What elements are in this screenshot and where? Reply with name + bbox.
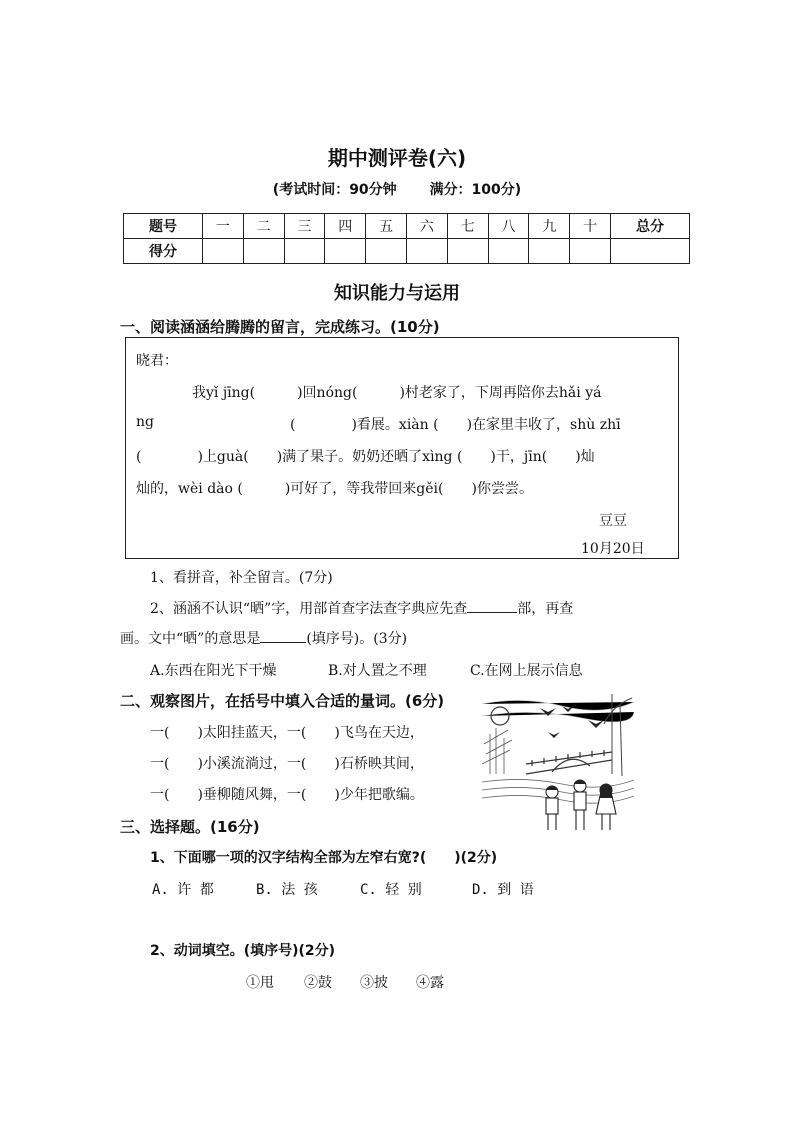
option-a: A.东西在阳光下干燥 (150, 663, 277, 679)
score-input-cell[interactable] (202, 239, 243, 264)
verb-option: ③披 (360, 975, 388, 991)
choice-option-b: B. 法 孩 (256, 882, 318, 898)
radical-blank[interactable] (467, 598, 517, 613)
question-1-sub-2 (150, 598, 573, 618)
choice-option-a: A. 许 都 (152, 882, 214, 898)
verb-option: ④露 (416, 975, 444, 991)
letter-line: ng (136, 414, 154, 430)
scene-illustration (482, 694, 634, 834)
sub-2-text: 2、涵涵不认识“晒”字，用部首查字法查字典应先查 (150, 601, 468, 617)
score-input-cell[interactable] (325, 239, 366, 264)
score-table-cell: 得分 (124, 239, 203, 264)
score-table-cell: 十 (570, 214, 611, 239)
score-table-cell: 五 (366, 214, 407, 239)
letter-greeting: 晓君： (136, 353, 178, 369)
verb-option: ①甩 (246, 975, 274, 991)
sub-2-text: (填序号)。(3分) (306, 631, 408, 647)
score-table-cell: 九 (529, 214, 570, 239)
exam-time: (考试时间：90分钟 (272, 182, 397, 198)
question-1-sub-2-cont (120, 628, 407, 648)
letter-line: 灿的，wèi dào ( )可好了，等我带回来gěi( )你尝尝。 (136, 481, 533, 497)
score-table-cell: 一 (202, 214, 243, 239)
score-table-cell: 四 (325, 214, 366, 239)
exam-info (0, 179, 794, 199)
question-3-sub-1: 1、下面哪一项的汉字结构全部为左窄右宽?( )(2分) (150, 850, 498, 866)
letter-line: 我yǐ jīng( )回nóng( )村老家了，下周再陪你去hǎi yá (192, 385, 602, 401)
letter-date: 10月20日 (581, 541, 645, 557)
message-box (125, 337, 679, 559)
question-2-heading: 二、观察图片，在括号中填入合适的量词。(6分) (120, 692, 445, 710)
score-table-cell: 八 (488, 214, 529, 239)
score-table-cell: 六 (406, 214, 447, 239)
letter-line: ( )上guà( )满了果子。奶奶还晒了xìng ( )干，jīn( )灿 (136, 449, 595, 465)
score-input-cell[interactable] (284, 239, 325, 264)
sub-2-text: 画。文中“晒”的意思是 (120, 631, 261, 647)
verb-option: ②鼓 (304, 975, 332, 991)
letter-line: ( )看展。xiàn ( )在家里丰收了，shù zhī (290, 417, 621, 433)
score-input-cell[interactable] (529, 239, 570, 264)
question-3-sub-2: 2、动词填空。(填序号)(2分) (150, 943, 336, 959)
score-input-cell[interactable] (611, 239, 690, 264)
score-table-header-row (124, 214, 690, 239)
score-input-cell[interactable] (243, 239, 284, 264)
score-table-cell: 二 (243, 214, 284, 239)
choice-option-d: D. 到 语 (472, 882, 534, 898)
score-table-cell: 三 (284, 214, 325, 239)
option-b: B.对人置之不理 (328, 663, 427, 679)
measure-word-line: 一( )垂柳随风舞，一( )少年把歌编。 (150, 787, 424, 803)
option-c: C.在网上展示信息 (470, 663, 583, 679)
score-table-cell: 题号 (124, 214, 203, 239)
score-table-cell: 总分 (611, 214, 690, 239)
meaning-blank[interactable] (260, 628, 306, 643)
score-table (123, 213, 690, 264)
question-1-sub-1: 1、看拼音，补全留言。(7分) (150, 570, 333, 586)
score-input-cell[interactable] (488, 239, 529, 264)
page-title: 期中测评卷(六) (327, 146, 467, 170)
score-table-score-row (124, 239, 690, 264)
score-input-cell[interactable] (366, 239, 407, 264)
score-input-cell[interactable] (406, 239, 447, 264)
choice-option-c: C. 轻 别 (360, 882, 422, 898)
question-1-heading: 一、阅读涵涵给腾腾的留言，完成练习。(10分) (120, 318, 440, 336)
section-title: 知识能力与运用 (334, 283, 460, 304)
score-input-cell[interactable] (570, 239, 611, 264)
sub-2-text: 部，再查 (517, 601, 574, 617)
score-input-cell[interactable] (447, 239, 488, 264)
measure-word-line: 一( )太阳挂蓝天，一( )飞鸟在天边， (150, 725, 424, 741)
question-3-heading: 三、选择题。(16分) (120, 818, 260, 836)
measure-word-line: 一( )小溪流淌过，一( )石桥映其间， (150, 756, 424, 772)
exam-total-score: 满分：100分) (429, 182, 522, 198)
score-table-cell: 七 (447, 214, 488, 239)
letter-signature: 豆豆 (599, 513, 627, 529)
